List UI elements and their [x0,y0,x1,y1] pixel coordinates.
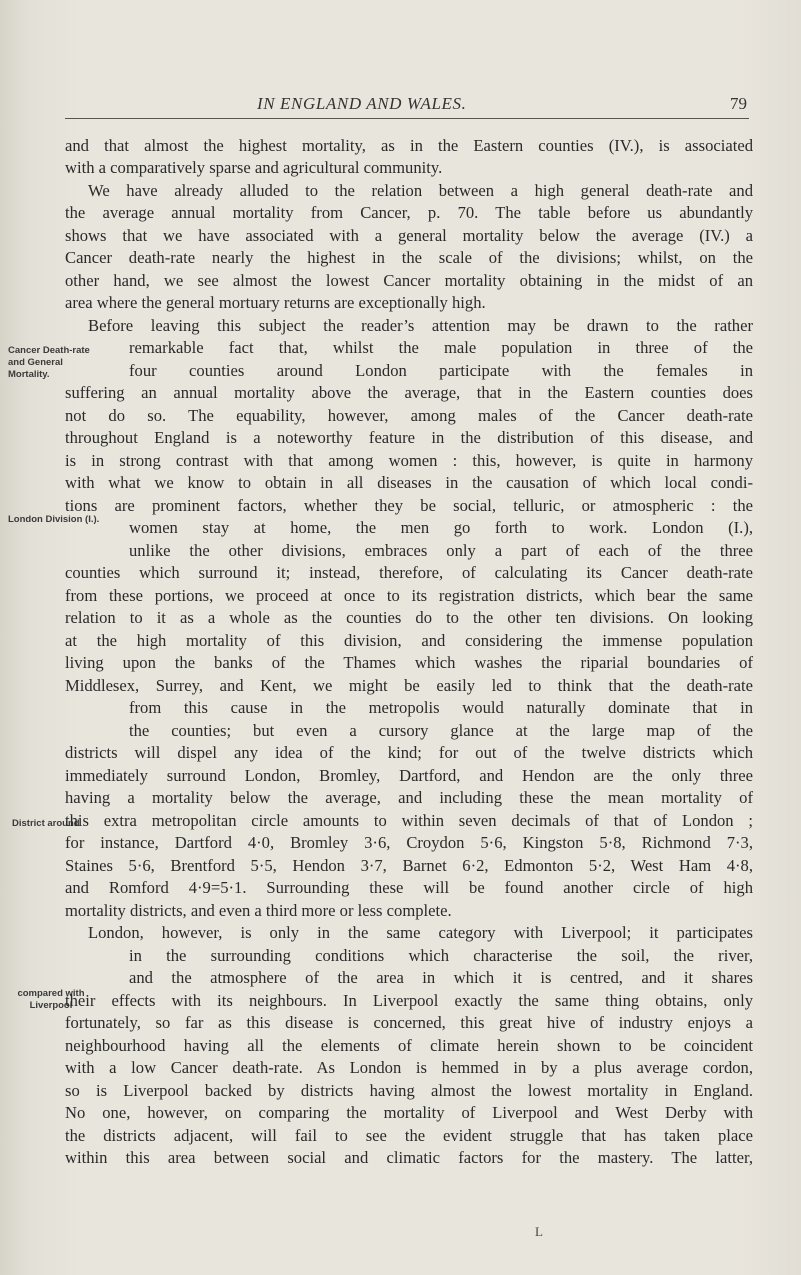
text-line: from this cause in the metropolis would naturally dominate that in [129,698,753,717]
text-line: suffering an annual mortality above the average, that in the Eastern counties does [65,383,753,402]
text-line: unlike the other divisions, embraces only a part of each of the three [129,541,753,560]
text-line: at the high mortality of this division, and considering the immense population [65,631,753,650]
text-line: living upon the banks of the Thames which washes the riparial boundaries of [65,653,753,672]
text-line: four counties around London participate with the females in [129,361,753,380]
text-line: districts will dispel any idea of the kind; for out of the twelve districts which [65,743,753,762]
text-line: for instance, Dartford 4·0, Bromley 3·6, Croydon 5·6, Kingston 5·8, Richmond 7·3, [65,833,753,852]
page-header [0,94,801,122]
text-line: throughout England is a noteworthy feature in the distribution of this disease, and [65,428,753,447]
text-line: and Romford 4·9=5·1. Surrounding these will be found another circle of high [65,878,753,897]
margin-note-compared-with-liverpool: compared with Liverpool [17,988,85,1011]
text-line: not do so. The equability, however, among males of the Cancer death-rate [65,406,753,425]
text-line: No one, however, on comparing the mortality of Liverpool and West Derby with [65,1103,753,1122]
text-line: Middlesex, Surrey, and Kent, we might be easily led to think that the death-rate [65,676,753,695]
page-number: 79 [730,94,747,113]
text-line: within this area between social and climatic factors for the mastery. The latter, [65,1148,753,1167]
text-line: the average annual mortality from Cancer, p. 70. The table before us abundantly [65,203,753,222]
text-line: shows that we have associated with a general mortality below the average (IV.) a [65,226,753,245]
text-line: with what we know to obtain in all diseases in the causation of which local condi- [65,473,753,492]
text-line: so is Liverpool backed by districts having almost the lowest mortality in England. [65,1081,753,1100]
text-line: counties which surround it; instead, therefore, of calculating its Cancer death-rate [65,563,753,582]
text-line: with a low Cancer death-rate. As London is hemmed in by a plus average cordon, [65,1058,753,1077]
text-line: remarkable fact that, whilst the male population in three of the [129,338,753,357]
text-line: women stay at home, the men go forth to work. London (I.), [129,518,753,537]
text-line: relation to it as a whole as the counties do to the other ten divisions. On looking [65,608,753,627]
text-line: London, however, is only in the same category with Liverpool; it participates [88,923,753,942]
signature-mark: L [535,1224,543,1239]
text-line: tions are prominent factors, whether they be social, telluric, or atmospheric : the [65,496,753,515]
text-line: the counties; but even a cursory glance at the large map of the [129,721,753,740]
text-line: We have already alluded to the relation between a high general death-rate and [88,181,753,200]
text-line: mortality districts, and even a third more or less complete. [65,901,452,920]
text-line: and that almost the highest mortality, as in the Eastern counties (IV.), is associated [65,136,753,155]
text-line: Cancer death-rate nearly the highest in the scale of the divisions; whilst, on the [65,248,753,267]
text-line: other hand, we see almost the lowest Cancer mortality obtaining in the midst of an [65,271,753,290]
text-line: Staines 5·6, Brentford 5·5, Hendon 3·7, Barnet 6·2, Edmonton 5·2, West Ham 4·8, [65,856,753,875]
text-line: this extra metropolitan circle amounts to within seven decimals of that of London ; [65,811,753,830]
text-line: and the atmosphere of the area in which it is centred, and it shares [129,968,753,987]
text-line: having a mortality below the average, and including these the mean mortality of [65,788,753,807]
text-line: their effects with its neighbours. In Liverpool exactly the same thing obtains, only [65,991,753,1010]
running-head: IN ENGLAND AND WALES. [257,94,467,113]
margin-note-cancer-death-rate: Cancer Death-rate and General Mortality. [8,345,90,380]
text-line: area where the general mortuary returns are exceptionally high. [65,293,486,312]
margin-note-london-division: London Division (I.). [8,514,100,525]
header-rule [65,118,749,119]
text-line: Before leaving this subject the reader’s attention may be drawn to the rather [88,316,753,335]
text-line: in the surrounding conditions which characterise the soil, the river, [129,946,753,965]
text-line: with a comparatively sparse and agricultural community. [65,158,443,177]
text-line: is in strong contrast with that among women : this, however, is quite in harmony [65,451,753,470]
text-line: fortunately, so far as this disease is concerned, this great hive of industry enjoys a [65,1013,753,1032]
text-line: immediately surround London, Bromley, Dartford, and Hendon are the only three [65,766,753,785]
text-line: neighbourhood having all the elements of climate herein shown to be coincident [65,1036,753,1055]
text-line: the districts adjacent, will fail to see the evident struggle that has taken place [65,1126,753,1145]
text-line: from these portions, we proceed at once to its registration districts, which bear the same [65,586,753,605]
margin-note-district-around: District around [12,818,80,829]
